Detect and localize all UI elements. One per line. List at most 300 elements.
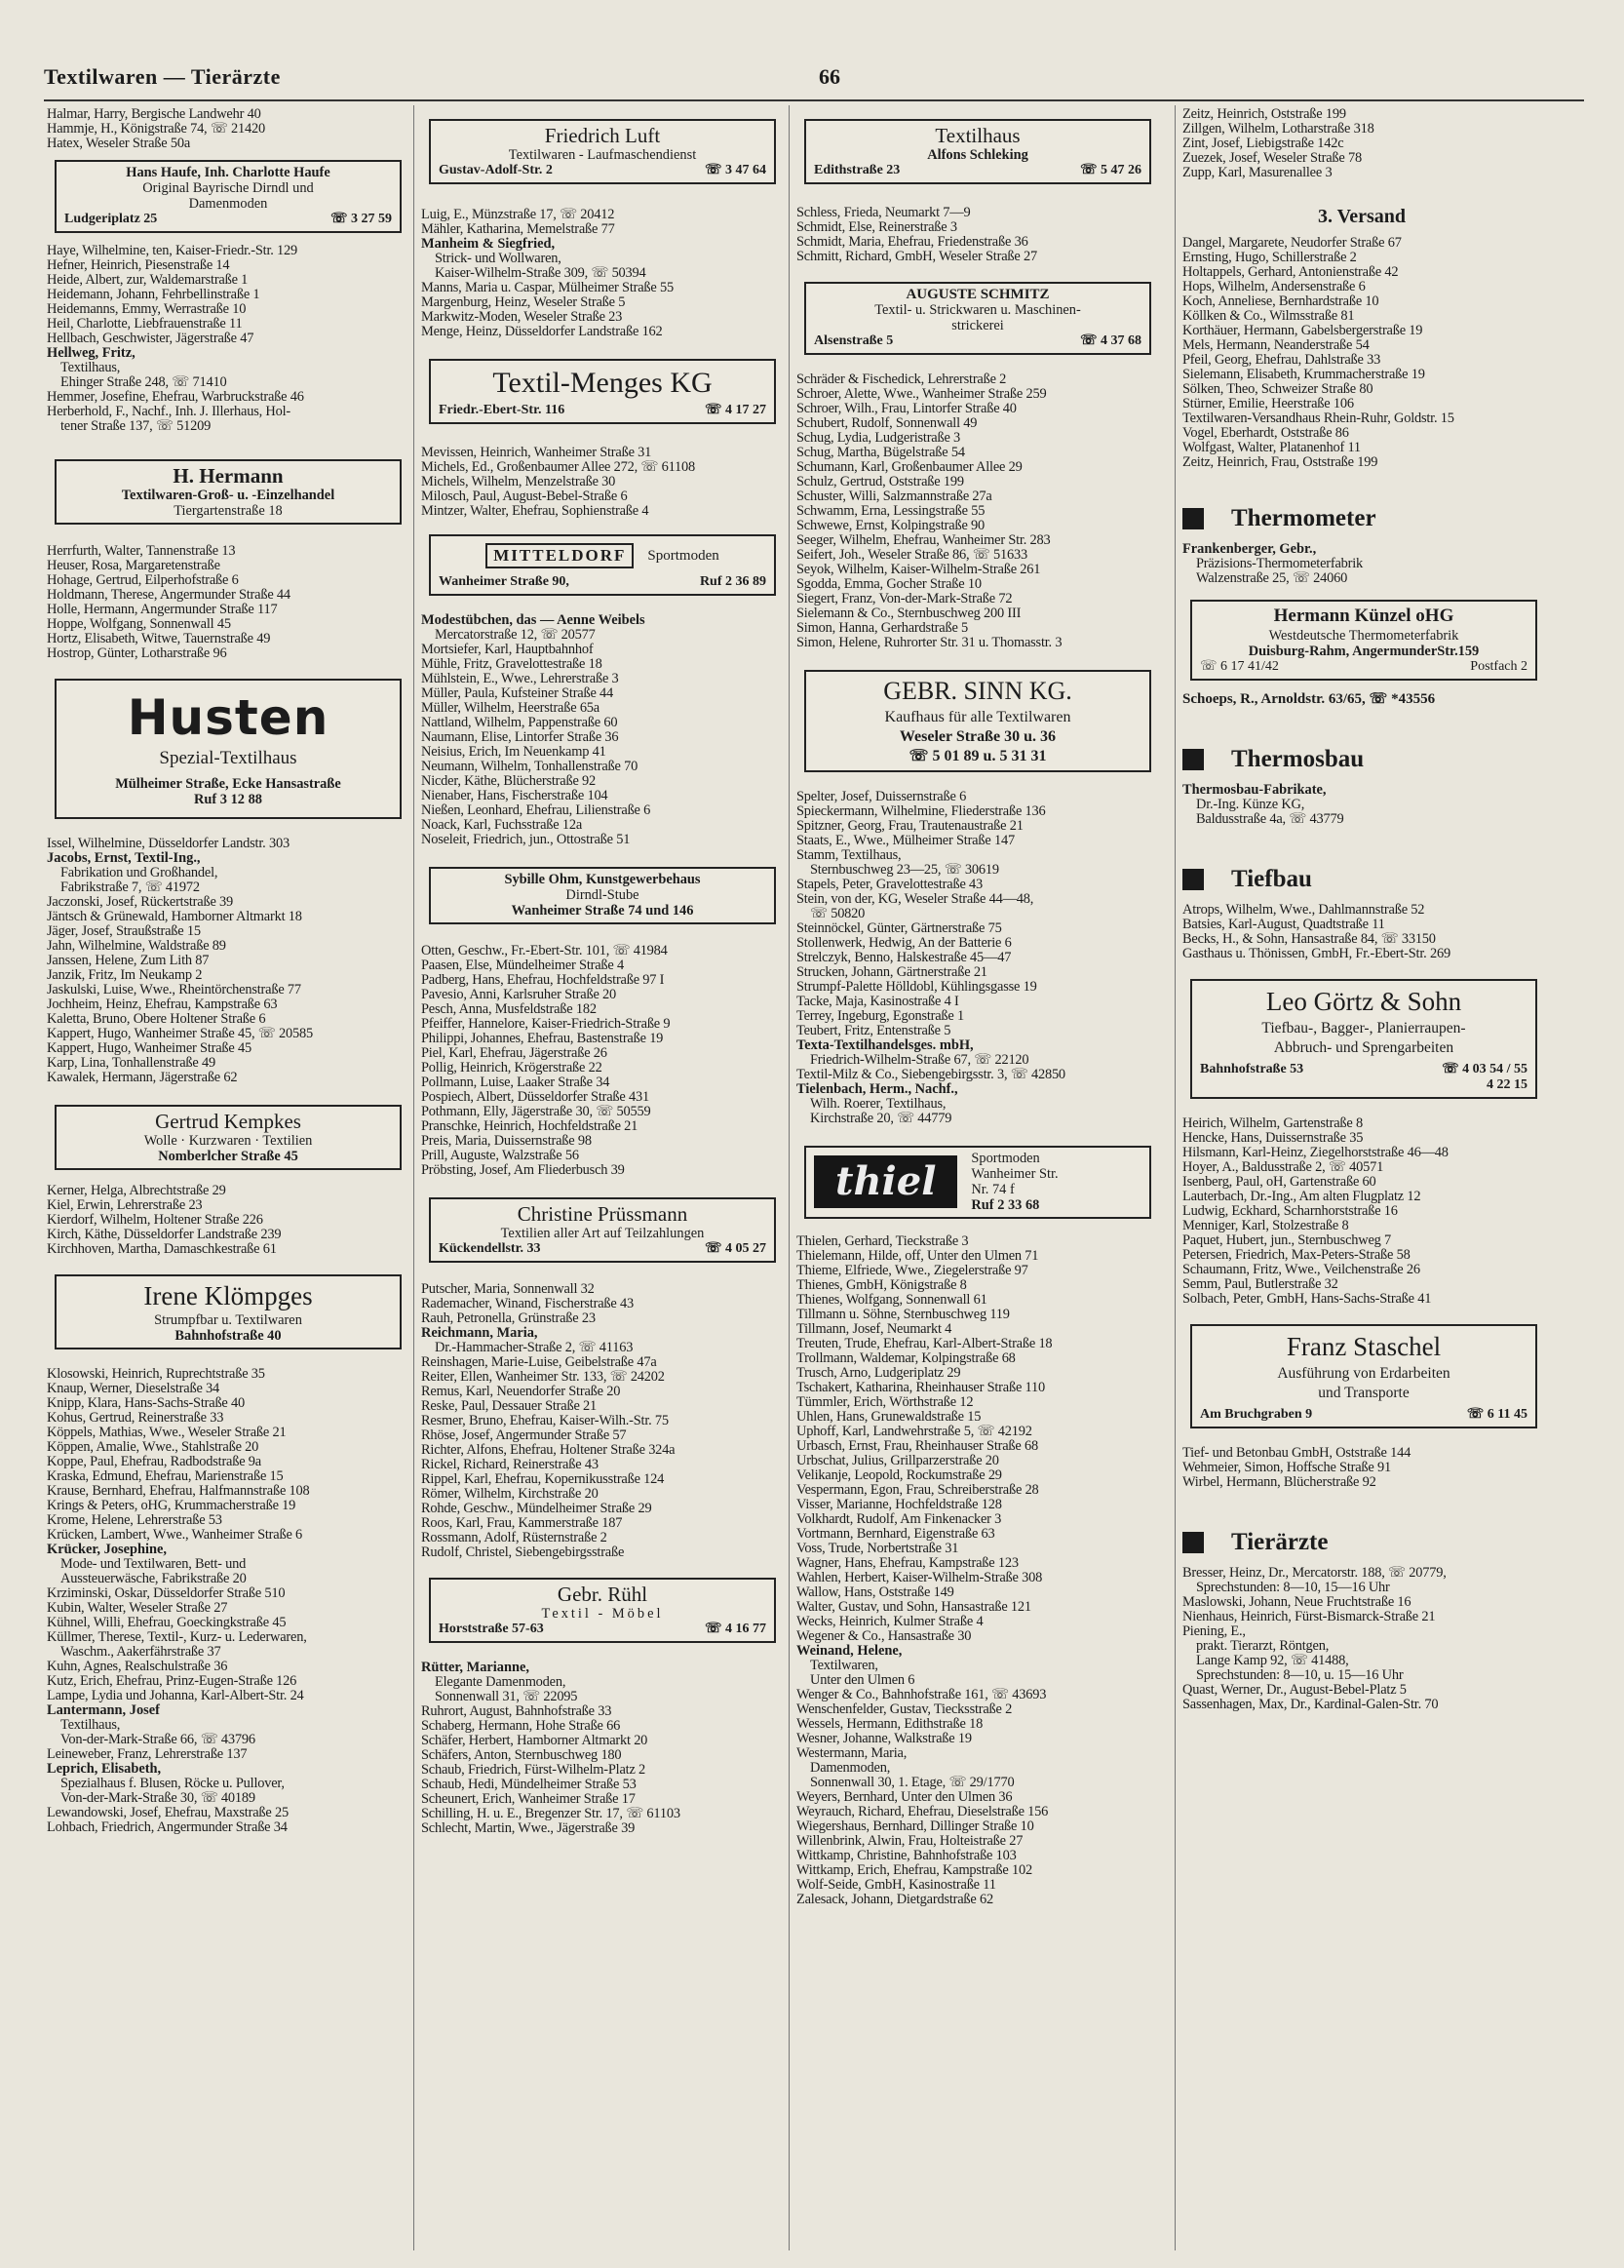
directory-entry: Janssen, Helene, Zum Lith 87 [47, 954, 210, 968]
directory-entry: Hatex, Weseler Straße 50a [47, 137, 191, 151]
directory-entry: Jäntsch & Grünewald, Hamborner Altmarkt 18 [47, 910, 302, 924]
directory-entry: Roos, Karl, Frau, Kammerstraße 187 [421, 1516, 623, 1531]
directory-entry: Mühlstein, E., Wwe., Lehrerstraße 3 [421, 672, 619, 686]
ad-phone: ☏ 4 37 68 [1079, 333, 1141, 348]
directory-entry: Sonnenwall 31, ☏ 22095 [435, 1690, 578, 1704]
directory-entry: Schumann, Karl, Großenbaumer Allee 29 [796, 460, 1023, 475]
directory-entry: Dr.-Hammacher-Straße 2, ☏ 41163 [435, 1341, 634, 1355]
directory-entry: Pavesio, Anni, Karlsruher Straße 20 [421, 988, 617, 1002]
square-bullet-icon [1182, 869, 1204, 890]
directory-entry: Kirchhoven, Martha, Damaschkestraße 61 [47, 1242, 277, 1257]
directory-entry: Rickel, Richard, Reinerstraße 43 [421, 1458, 599, 1472]
ad-phone: ☏ 3 47 64 [704, 163, 766, 177]
directory-entry: Koppe, Paul, Ehefrau, Radbodstraße 9a [47, 1455, 261, 1469]
entry-list [796, 790, 1155, 1126]
ad-ohm [429, 867, 776, 924]
directory-entry: Solbach, Peter, GmbH, Hans-Sachs-Straße 41 [1182, 1292, 1432, 1307]
directory-entry: Uphoff, Karl, Landwehrstraße 5, ☏ 42192 [796, 1425, 1032, 1439]
directory-entry: Schoeps, R., Arnoldstr. 63/65, ☏ *43556 [1182, 692, 1436, 707]
entry-list [47, 837, 406, 1085]
section-heading-thermosbau [1182, 746, 1541, 773]
directory-entry: Rossmann, Adolf, Rüsternstraße 2 [421, 1531, 607, 1545]
directory-entry: Tielenbach, Herm., Nachf., [796, 1082, 958, 1097]
directory-entry: Aussteuerwäsche, Fabrikstraße 20 [60, 1572, 247, 1586]
ad-title: Leo Görtz & Sohn [1265, 987, 1462, 1016]
directory-entry: Wiegershaus, Bernhard, Dillinger Straße 10 [796, 1819, 1034, 1834]
directory-entry: Schaub, Hedi, Mündelheimer Straße 53 [421, 1778, 637, 1792]
directory-entry: Pollig, Heinrich, Krögerstraße 22 [421, 1061, 602, 1075]
ad-line: Textilwaren - Laufmaschendienst [508, 147, 697, 163]
directory-entry: Schlecht, Martin, Wwe., Jägerstraße 39 [421, 1821, 636, 1836]
directory-entry: Schaub, Friedrich, Fürst-Wilhelm-Platz 2 [421, 1763, 646, 1778]
section-title: Tiefbau [1231, 866, 1312, 892]
entry-list [1182, 107, 1541, 180]
ad-address: Bahnhofstraße 40 [174, 1328, 282, 1344]
header-rule [44, 99, 1584, 101]
directory-entry: Jaskulski, Luise, Wwe., Rheintörchenstraße 77 [47, 983, 301, 997]
directory-entry: Vortmann, Bernhard, Eigenstraße 63 [796, 1527, 995, 1542]
ad-phone: ☏ 4 16 77 [704, 1622, 766, 1636]
directory-entry: Richter, Alfons, Ehefrau, Holtener Straße 324a [421, 1443, 676, 1458]
ad-address: Bahnhofstraße 53 [1200, 1062, 1304, 1076]
directory-entry: Schug, Martha, Bügelstraße 54 [796, 446, 965, 460]
directory-entry: Seyok, Wilhelm, Kaiser-Wilhelm-Straße 261 [796, 563, 1041, 577]
directory-entry: Urbasch, Ernst, Frau, Rheinhauser Straße 68 [796, 1439, 1038, 1454]
directory-entry: Rohde, Geschw., Mündelheimer Straße 29 [421, 1502, 652, 1516]
square-bullet-icon [1182, 749, 1204, 770]
ad-title: Gebr. Rühl [557, 1583, 648, 1606]
directory-entry: Nienhaus, Heinrich, Fürst-Bismarck-Straße 21 [1182, 1610, 1436, 1624]
ad-phone: ☏ 6 11 45 [1466, 1407, 1527, 1422]
directory-entry: Krause, Bernhard, Ehefrau, Halfmannstraße 108 [47, 1484, 310, 1499]
ad-mitteldorf [429, 534, 776, 596]
directory-entry: Wilh. Roerer, Textilhaus, [810, 1097, 947, 1112]
directory-entry: Müller, Paula, Kufsteiner Straße 44 [421, 686, 614, 701]
ad-line: Spezial-Textilhaus [159, 748, 297, 768]
directory-entry: Walzenstraße 25, ☏ 24060 [1196, 571, 1348, 586]
entry-list [1182, 1116, 1541, 1307]
directory-entry: Pospiech, Albert, Düsseldorfer Straße 431 [421, 1090, 649, 1105]
ad-husten [55, 679, 402, 819]
directory-entry: Hops, Wilhelm, Andersenstraße 6 [1182, 280, 1366, 294]
directory-entry: Krziminski, Oskar, Düsseldorfer Straße 510 [47, 1586, 286, 1601]
directory-entry: Neisius, Erich, Im Neuenkamp 41 [421, 745, 606, 760]
directory-entry: Thieme, Elfriede, Wwe., Ziegelerstraße 97 [796, 1264, 1028, 1278]
directory-entry: Simon, Hanna, Gerhardstraße 5 [796, 621, 969, 636]
directory-entry: Putscher, Maria, Sonnenwall 32 [421, 1282, 595, 1297]
directory-entry: Kubin, Walter, Weseler Straße 27 [47, 1601, 228, 1616]
directory-entry: Leineweber, Franz, Lehrerstraße 137 [47, 1747, 248, 1762]
directory-entry: Mortsiefer, Karl, Hauptbahnhof [421, 643, 594, 657]
directory-entry: Scheunert, Erich, Wanheimer Straße 17 [421, 1792, 636, 1807]
directory-entry: Kawalek, Hermann, Jägerstraße 62 [47, 1071, 238, 1085]
directory-entry: Teubert, Fritz, Entenstraße 5 [796, 1024, 951, 1038]
directory-entry: Schräder & Fischedick, Lehrerstraße 2 [796, 372, 1007, 387]
ad-line: Wanheimer Str. [971, 1166, 1059, 1182]
entry-list [1182, 903, 1541, 961]
directory-entry: Uhlen, Hans, Grunewaldstraße 15 [796, 1410, 982, 1425]
entry-list [796, 1234, 1155, 1907]
ad-luft [429, 119, 776, 184]
directory-entry: Knipp, Klara, Hans-Sachs-Straße 40 [47, 1396, 246, 1411]
directory-entry: Mühle, Fritz, Gravelottestraße 18 [421, 657, 602, 672]
directory-entry: Nattland, Wilhelm, Pappenstraße 60 [421, 716, 618, 730]
directory-entry: Thielen, Gerhard, Tieckstraße 3 [796, 1234, 969, 1249]
directory-entry: Rütter, Marianne, [421, 1661, 529, 1675]
ad-address: Weseler Straße 30 u. 36 [899, 728, 1057, 745]
directory-entry: Hilsmann, Karl-Heinz, Ziegelhorststraße 46—48 [1182, 1146, 1449, 1160]
ad-title: GEBR. SINN KG. [883, 677, 1072, 705]
directory-entry: Staats, E., Wwe., Mülheimer Straße 147 [796, 834, 1015, 848]
directory-entry: Zalesack, Johann, Dietgardstraße 62 [796, 1893, 993, 1907]
directory-entry: Lohbach, Friedrich, Angermunder Straße 34 [47, 1820, 288, 1835]
directory-entry: Textilwaren, [810, 1659, 878, 1673]
ad-line: Textilien aller Art auf Teilzahlungen [500, 1226, 705, 1241]
directory-entry: Korthäuer, Hermann, Gabelsbergerstraße 19 [1182, 324, 1423, 338]
ad-title: H. Hermann [173, 464, 284, 488]
directory-entry: Petersen, Friedrich, Max-Peters-Straße 58 [1182, 1248, 1411, 1263]
directory-entry: Kierdorf, Wilhelm, Holtener Straße 226 [47, 1213, 263, 1228]
directory-entry: Zeitz, Heinrich, Oststraße 199 [1182, 107, 1346, 122]
directory-entry: Kohus, Gertrud, Reinerstraße 33 [47, 1411, 224, 1426]
directory-entry: Hemmer, Josefine, Ehefrau, Warbruckstraße 46 [47, 390, 304, 405]
directory-entry: Spezialhaus f. Blusen, Röcke u. Pullover, [60, 1777, 285, 1791]
directory-entry: Mode- und Textilwaren, Bett- und [60, 1557, 247, 1572]
directory-entry: Weinand, Helene, [796, 1644, 903, 1659]
directory-entry: Trusch, Arno, Ludgeriplatz 29 [796, 1366, 961, 1381]
directory-entry: Wessels, Hermann, Edithstraße 18 [796, 1717, 984, 1732]
directory-entry: Schmitt, Richard, GmbH, Weseler Straße 27 [796, 250, 1037, 264]
ad-line: Tiergartenstraße 18 [174, 503, 283, 519]
directory-entry: Holdmann, Therese, Angermunder Straße 44 [47, 588, 290, 603]
directory-entry: Wehmeier, Simon, Hoffsche Straße 91 [1182, 1461, 1392, 1475]
ad-line: Original Bayrische Dirndl und [142, 180, 314, 196]
directory-entry: Hohage, Gertrud, Eilperhofstraße 6 [47, 573, 239, 588]
subsection-title: 3. Versand [1317, 206, 1407, 227]
directory-entry: Strumpf-Palette Hölldobl, Kühlingsgasse 19 [796, 980, 1037, 995]
directory-entry: Müller, Wilhelm, Heerstraße 65a [421, 701, 599, 716]
directory-entry: Heirich, Wilhelm, Gartenstraße 8 [1182, 1116, 1363, 1131]
directory-entry: Zeitz, Heinrich, Frau, Oststraße 199 [1182, 455, 1378, 470]
directory-entry: Schulz, Gertrud, Oststraße 199 [796, 475, 964, 489]
directory-entry: Fabrikation und Großhandel, [60, 866, 218, 880]
directory-entry: Becks, H., & Sohn, Hansastraße 84, ☏ 33150 [1182, 932, 1436, 947]
entry-list [796, 206, 1155, 264]
directory-entry: Ludwig, Eckhard, Scharnhorststraße 16 [1182, 1204, 1398, 1219]
ad-address: Wanheimer Straße 90, [439, 574, 569, 589]
directory-entry: Mels, Hermann, Neanderstraße 54 [1182, 338, 1370, 353]
directory-entry: Thermosbau-Fabrikate, [1182, 783, 1327, 798]
directory-entry: Köppen, Amalie, Wwe., Stahlstraße 20 [47, 1440, 259, 1455]
directory-entry: Wirbel, Hermann, Blücherstraße 92 [1182, 1475, 1376, 1490]
directory-entry: Hellbach, Geschwister, Jägerstraße 47 [47, 332, 254, 346]
directory-entry: Piel, Karl, Ehefrau, Jägerstraße 26 [421, 1046, 607, 1061]
directory-entry: Jacobs, Ernst, Textil-Ing., [47, 851, 201, 866]
section-title: Tierärzte [1231, 1529, 1329, 1555]
directory-entry: Sielemann, Elisabeth, Krummacherstraße 19 [1182, 368, 1425, 382]
ad-line: strickerei [951, 318, 1004, 333]
directory-entry: Wolf-Seide, GmbH, Kasinostraße 11 [796, 1878, 996, 1893]
directory-entry: Nienaber, Hans, Fischerstraße 104 [421, 789, 608, 803]
square-bullet-icon [1182, 1532, 1204, 1553]
directory-entry: Schilling, H. u. E., Bregenzer Str. 17, ☏ 61103 [421, 1807, 680, 1821]
directory-entry: Texta-Textilhandelsges. mbH, [796, 1038, 974, 1053]
ad-phone: ☏ 4 05 27 [704, 1241, 766, 1256]
directory-entry: Sgodda, Emma, Gocher Straße 10 [796, 577, 982, 592]
directory-entry: Schroer, Alette, Wwe., Wanheimer Straße 259 [796, 387, 1047, 402]
directory-entry: Quast, Werner, Dr., August-Bebel-Platz 5 [1182, 1683, 1407, 1698]
directory-entry: Milosch, Paul, August-Bebel-Straße 6 [421, 489, 628, 504]
directory-entry: Issel, Wilhelmine, Düsseldorfer Landstr. 303 [47, 837, 290, 851]
directory-entry: Trollmann, Waldemar, Kolpingstraße 68 [796, 1351, 1016, 1366]
directory-entry: Kappert, Hugo, Wanheimer Straße 45 [47, 1041, 251, 1056]
directory-entry: Strucken, Johann, Gärtnerstraße 21 [796, 965, 987, 980]
directory-entry: Pfeil, Georg, Ehefrau, Dahlstraße 33 [1182, 353, 1381, 368]
directory-entry: Kuhn, Agnes, Realschulstraße 36 [47, 1660, 228, 1674]
ad-logo: Husten [127, 689, 329, 746]
column-2 [421, 107, 780, 1836]
directory-entry: Manheim & Siegfried, [421, 237, 556, 252]
directory-entry: Textilhaus, [60, 1718, 121, 1733]
ad-phone: ☏ 4 17 27 [704, 403, 766, 417]
directory-entry: Leprich, Elisabeth, [47, 1762, 162, 1777]
directory-entry: Menge, Heinz, Düsseldorfer Landstraße 162 [421, 325, 663, 339]
ad-phone: ☏ 5 01 89 u. 5 31 31 [909, 748, 1047, 764]
entry-list [47, 244, 406, 434]
ad-address: Gustav-Adolf-Str. 2 [439, 163, 553, 177]
ad-ruehl [429, 1578, 776, 1643]
directory-entry: Kaiser-Wilhelm-Straße 309, ☏ 50394 [435, 266, 646, 281]
ad-line: Tiefbau-, Bagger-, Planierraupen- [1261, 1020, 1466, 1036]
entry-list [421, 1282, 780, 1560]
directory-entry: Stein, von der, KG, Weseler Straße 44—48, [796, 892, 1034, 907]
directory-entry: Schug, Lydia, Ludgeristraße 3 [796, 431, 961, 446]
directory-entry: Schwewe, Ernst, Kolpingstraße 90 [796, 519, 986, 533]
directory-entry: Damenmoden, [810, 1761, 891, 1776]
directory-entry: Hencke, Hans, Duissernstraße 35 [1182, 1131, 1364, 1146]
directory-entry: Rhöse, Josef, Angermunder Straße 57 [421, 1428, 627, 1443]
directory-entry: Hefner, Heinrich, Piesenstraße 14 [47, 258, 230, 273]
directory-entry: Schwamm, Erna, Lessingstraße 55 [796, 504, 986, 519]
ad-schleking [804, 119, 1151, 184]
directory-entry: Hostrop, Günter, Lotharstraße 96 [47, 646, 227, 661]
directory-entry: Gasthaus u. Thönissen, GmbH, Fr.-Ebert-Str. 269 [1182, 947, 1450, 961]
directory-entry: Strelczyk, Benno, Halskestraße 45—47 [796, 951, 1012, 965]
directory-entry: Kühnel, Willi, Ehefrau, Goeckingkstraße 45 [47, 1616, 287, 1630]
directory-entry: Stapels, Peter, Gravelottestraße 43 [796, 878, 984, 892]
directory-entry: Wenschenfelder, Gustav, Tiecksstraße 2 [796, 1702, 1013, 1717]
directory-entry: Reiter, Ellen, Wanheimer Str. 133, ☏ 24202 [421, 1370, 665, 1385]
directory-entry: Klosowski, Heinrich, Ruprechtstraße 35 [47, 1367, 265, 1382]
ad-address: Am Bruchgraben 9 [1200, 1407, 1313, 1422]
directory-entry: Herrfurth, Walter, Tannenstraße 13 [47, 544, 236, 559]
section-heading: Textilwaren — Tierärzte [44, 64, 281, 89]
directory-entry: Paasen, Else, Mündelheimer Straße 4 [421, 958, 625, 973]
directory-entry: Schubert, Rudolf, Sonnenwall 49 [796, 416, 978, 431]
entry-list [47, 1367, 406, 1835]
directory-entry: Rippel, Karl, Ehefrau, Kopernikusstraße 124 [421, 1472, 665, 1487]
ad-line: Sybille Ohm, Kunstgewerbehaus [504, 872, 701, 887]
directory-entry: Kaletta, Bruno, Obere Holtener Straße 6 [47, 1012, 266, 1027]
directory-entry: Tacke, Maja, Kasinostraße 4 I [796, 995, 959, 1009]
section-heading-tiefbau [1182, 866, 1541, 893]
ad-line: Textil - Möbel [541, 1606, 664, 1622]
ad-schmitz [804, 282, 1151, 355]
directory-entry: Kerner, Helga, Albrechtstraße 29 [47, 1184, 226, 1198]
ad-goertz [1190, 979, 1537, 1099]
directory-entry: Tümmler, Erich, Wörthstraße 12 [796, 1395, 974, 1410]
directory-entry: Resmer, Bruno, Ehefrau, Kaiser-Wilh.-Str. 75 [421, 1414, 669, 1428]
directory-entry: Batsies, Karl-August, Quadtstraße 11 [1182, 918, 1385, 932]
directory-entry: Willenbrink, Alwin, Frau, Holteistraße 27 [796, 1834, 1024, 1849]
directory-entry: Schmidt, Else, Reinerstraße 3 [796, 220, 957, 235]
ad-address: Friedr.-Ebert-Str. 116 [439, 403, 565, 417]
directory-entry: Janzik, Fritz, Im Neukamp 2 [47, 968, 203, 983]
ad-title: Hermann Künzel oHG [1273, 606, 1454, 626]
directory-entry: Prill, Auguste, Walzstraße 56 [421, 1149, 579, 1163]
directory-entry: Kirchstraße 20, ☏ 44779 [810, 1112, 952, 1126]
directory-entry: Michels, Ed., Großenbaumer Allee 272, ☏ 61108 [421, 460, 696, 475]
entry-list [47, 1184, 406, 1257]
directory-entry: Walter, Gustav, und Sohn, Hansastraße 121 [796, 1600, 1031, 1615]
directory-entry: Maslowski, Johann, Neue Fruchtstraße 16 [1182, 1595, 1411, 1610]
directory-entry: Spieckermann, Wilhelmine, Fliederstraße 136 [796, 804, 1046, 819]
directory-entry: Zuezek, Josef, Weseler Straße 78 [1182, 151, 1362, 166]
ad-line: Sportmoden [971, 1151, 1040, 1166]
directory-entry: Remus, Karl, Neuendorfer Straße 20 [421, 1385, 621, 1399]
directory-entry: Thienes, Wolfgang, Sonnenwall 61 [796, 1293, 987, 1308]
directory-entry: Margenburg, Heinz, Weseler Straße 5 [421, 295, 626, 310]
directory-entry: Sternbuschweg 23—25, ☏ 30619 [810, 863, 999, 878]
page-number: 66 [819, 64, 840, 89]
directory-entry: Pranschke, Heinrich, Hochfeldstraße 21 [421, 1119, 638, 1134]
directory-entry: Hellweg, Fritz, [47, 346, 135, 361]
directory-entry: Dangel, Margarete, Neudorfer Straße 67 [1182, 236, 1402, 251]
directory-entry: Wegener & Co., Hansastraße 30 [796, 1629, 972, 1644]
directory-entry: Hortz, Elisabeth, Witwe, Tauernstraße 49 [47, 632, 271, 646]
directory-entry: Simon, Helene, Ruhrorter Str. 31 u. Thomasstr. 3 [796, 636, 1063, 650]
directory-entry: Kraska, Edmund, Ehefrau, Marienstraße 15 [47, 1469, 284, 1484]
directory-entry: Steinnöckel, Günter, Gärtnerstraße 75 [796, 921, 1002, 936]
directory-entry: Römer, Wilhelm, Kirchstraße 20 [421, 1487, 599, 1502]
directory-entry: Weyers, Bernhard, Unter den Ulmen 36 [796, 1790, 1013, 1805]
column-3 [796, 107, 1155, 1907]
directory-entry: Manns, Maria u. Caspar, Mülheimer Straße 55 [421, 281, 674, 295]
directory-entry: Urbschat, Julius, Grillparzerstraße 20 [796, 1454, 999, 1468]
directory-entry: Lange Kamp 92, ☏ 41488, [1196, 1654, 1349, 1668]
directory-entry: Schuster, Willi, Salzmannstraße 27a [796, 489, 992, 504]
directory-entry: Lantermann, Josef [47, 1703, 160, 1718]
directory-entry: Otten, Geschw., Fr.-Ebert-Str. 101, ☏ 41984 [421, 944, 668, 958]
ad-title: Irene Klömpges [143, 1281, 313, 1310]
entry-list [1182, 542, 1541, 586]
directory-entry: Stürner, Emilie, Heerstraße 106 [1182, 397, 1354, 411]
page-header [44, 64, 1584, 98]
ad-kuenzel [1190, 600, 1537, 681]
directory-entry: Seifert, Joh., Weseler Straße 86, ☏ 51633 [796, 548, 1027, 563]
ad-pruessmann [429, 1197, 776, 1263]
ad-title: Textilhaus [935, 124, 1021, 147]
ad-address: Nomberlcher Straße 45 [158, 1149, 298, 1164]
directory-entry: Krücken, Lambert, Wwe., Wanheimer Straße 6 [47, 1528, 303, 1543]
directory-entry: Menniger, Karl, Stolzestraße 8 [1182, 1219, 1349, 1233]
directory-entry: Hoyer, A., Baldusstraße 2, ☏ 40571 [1182, 1160, 1384, 1175]
entry-list [796, 372, 1155, 650]
ad-phone: ☏ 3 27 59 [329, 212, 392, 226]
section-heading-tieraerzte [1182, 1529, 1541, 1556]
directory-entry: Jochheim, Heinz, Ehefrau, Kampstraße 63 [47, 997, 278, 1012]
ad-staschel [1190, 1324, 1537, 1428]
directory-entry: Textil-Milz & Co., Siebengebirgsstr. 3, ☏ 42850 [796, 1068, 1065, 1082]
directory-entry: Textilwaren-Versandhaus Rhein-Ruhr, Goldstr. 15 [1182, 411, 1454, 426]
ad-address: Duisburg-Rahm, AngermunderStr.159 [1248, 644, 1480, 659]
directory-entry: Voss, Trude, Norbertstraße 31 [796, 1542, 959, 1556]
directory-entry: Tillmann, Josef, Neumarkt 4 [796, 1322, 952, 1337]
directory-entry: Waschm., Aakerfährstraße 37 [60, 1645, 221, 1660]
directory-entry: Reichmann, Maria, [421, 1326, 538, 1341]
directory-entry: Knaup, Werner, Dieselstraße 34 [47, 1382, 220, 1396]
ad-line: Nr. 74 f [971, 1182, 1015, 1197]
ad-line: Dirndl-Stube [565, 887, 639, 903]
directory-entry: Nießen, Leonhard, Ehefrau, Lilienstraße 6 [421, 803, 651, 818]
ad-address: Horststraße 57-63 [439, 1622, 544, 1636]
directory-entry: Karp, Lina, Tonhallenstraße 49 [47, 1056, 215, 1071]
ad-phone: 4 22 15 [1487, 1077, 1527, 1092]
ad-title: Gertrud Kempkes [155, 1110, 301, 1133]
directory-entry: Haye, Wilhelmine, ten, Kaiser-Friedr.-Str. 129 [47, 244, 298, 258]
entry-list [47, 107, 406, 151]
directory-entry: Schäfer, Herbert, Hamborner Altmarkt 20 [421, 1734, 648, 1748]
entry-list [1182, 236, 1541, 470]
directory-entry: Visser, Marianne, Hochfeldstraße 128 [796, 1498, 1002, 1512]
directory-entry: Wecks, Heinrich, Kulmer Straße 4 [796, 1615, 984, 1629]
directory-entry: Ruhrort, August, Bahnhofstraße 33 [421, 1704, 612, 1719]
directory-entry: Stollenwerk, Hedwig, An der Batterie 6 [796, 936, 1012, 951]
directory-entry: Zillgen, Wilhelm, Lotharstraße 318 [1182, 122, 1374, 137]
ad-address: Wanheimer Straße 74 und 146 [511, 903, 694, 919]
directory-entry: Thielemann, Hilde, off, Unter den Ulmen 71 [796, 1249, 1039, 1264]
directory-entry: Lampe, Lydia und Johanna, Karl-Albert-Str. 24 [47, 1689, 304, 1703]
ad-phone: Ruf 2 36 89 [699, 574, 766, 589]
directory-entry: Krücker, Josephine, [47, 1543, 167, 1557]
directory-entry: Wagner, Hans, Ehefrau, Kampstraße 123 [796, 1556, 1019, 1571]
column-divider [413, 105, 414, 2250]
ad-title: Friedrich Luft [544, 124, 661, 147]
directory-entry: Baldusstraße 4a, ☏ 43779 [1196, 812, 1344, 827]
directory-entry: Herberhold, F., Nachf., Inh. J. Illerhaus, Hol- [47, 405, 291, 419]
directory-entry: Atrops, Wilhelm, Wwe., Dahlmannstraße 52 [1182, 903, 1425, 918]
ad-address: Edithstraße 23 [814, 163, 901, 177]
directory-entry: Seeger, Wilhelm, Ehefrau, Wanheimer Str. 283 [796, 533, 1051, 548]
ad-line: Postfach 2 [1470, 659, 1527, 674]
directory-entry: Semm, Paul, Butlerstraße 32 [1182, 1277, 1338, 1292]
directory-entry: Heide, Albert, zur, Waldemarstraße 1 [47, 273, 249, 288]
ad-phone: Ruf 2 33 68 [971, 1197, 1040, 1213]
directory-entry: Koch, Anneliese, Bernhardstraße 10 [1182, 294, 1379, 309]
directory-entry: Elegante Damenmoden, [435, 1675, 566, 1690]
directory-entry: Wolfgast, Walter, Platanenhof 11 [1182, 441, 1361, 455]
directory-entry: Noack, Karl, Fuchsstraße 12a [421, 818, 583, 833]
ad-kempkes [55, 1105, 402, 1170]
column-divider [1175, 105, 1176, 2250]
entry-list [421, 208, 780, 339]
directory-entry: Wittkamp, Christine, Bahnhofstraße 103 [796, 1849, 1017, 1863]
directory-entry: Volkhardt, Rudolf, Am Finkenacker 3 [796, 1512, 1002, 1527]
ad-haufe [55, 160, 402, 233]
ad-address: Ludgeriplatz 25 [64, 212, 158, 226]
entry-list [1182, 1566, 1541, 1712]
directory-entry: Jahn, Wilhelmine, Waldstraße 89 [47, 939, 226, 954]
